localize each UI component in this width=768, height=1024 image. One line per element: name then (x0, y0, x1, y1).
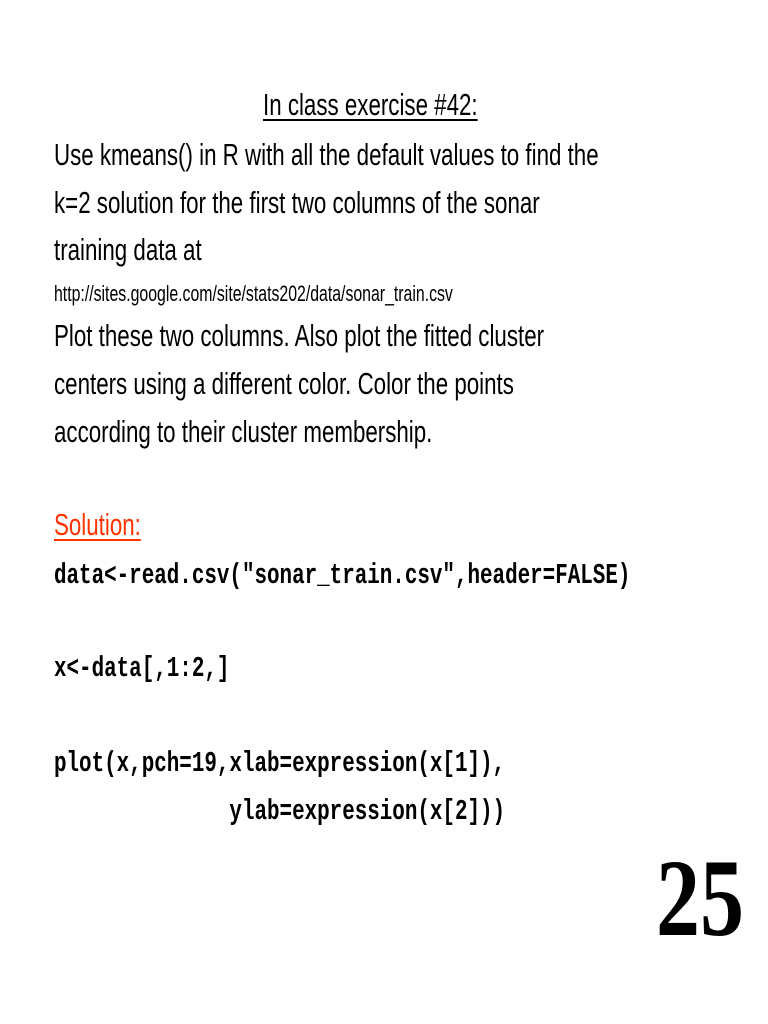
paragraph-line: Use kmeans() in R with all the default values to find the (54, 137, 599, 172)
code-line: plot(x,pch=19,xlab=expression(x[1]), (54, 747, 506, 780)
paragraph-line: according to their cluster membership. (54, 414, 433, 449)
paragraph-line: k=2 solution for the first two columns of the sonar (54, 185, 540, 220)
code-line: x<-data[,1:2,] (54, 652, 230, 685)
code-line: data<-read.csv("sonar_train.csv",header=FALSE) (54, 559, 631, 592)
paragraph-line: centers using a different color. Color the points (54, 366, 514, 401)
code-line: ylab=expression(x[2])) (54, 795, 506, 828)
paragraph-line: Plot these two columns. Also plot the fitted cluster (54, 318, 545, 353)
slide-title: In class exercise #42: (263, 87, 478, 122)
paragraph-line: training data at (54, 232, 202, 267)
data-url: http://sites.google.com/site/stats202/data/sonar_train.csv (54, 281, 453, 306)
page-number: 25 (656, 837, 744, 959)
solution-heading: Solution: (54, 507, 141, 542)
